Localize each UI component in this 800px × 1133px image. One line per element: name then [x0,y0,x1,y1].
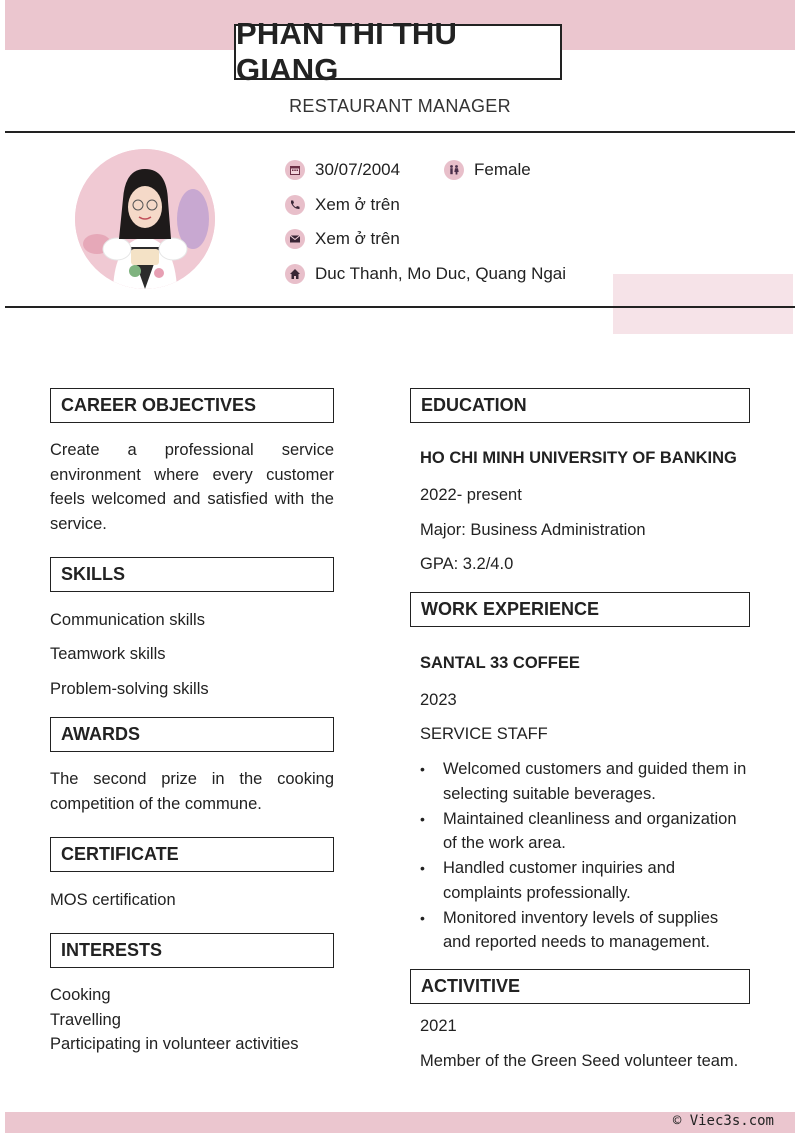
work-experience-heading: WORK EXPERIENCE [410,592,750,627]
activities-text: Member of the Green Seed volunteer team. [420,1052,739,1070]
gender-value: Female [474,160,531,179]
birthdate-row [285,160,400,180]
gender-row [444,160,531,180]
footer-copyright: © Viec3s.com [672,1113,774,1129]
certificate-heading: CERTIFICATE [50,837,334,872]
skills-heading: SKILLS [50,557,334,592]
header-divider [5,131,795,133]
interest-item: Participating in volunteer activities [50,1035,299,1053]
phone-value: Xem ở trên [315,195,400,214]
skill-item: Teamwork skills [50,645,166,663]
phone-row [285,195,400,215]
candidate-name: PHAN THI THU GIANG [234,24,562,80]
phone-icon [285,195,305,215]
work-position: SERVICE STAFF [420,725,548,743]
birthdate-value: 30/07/2004 [315,160,401,179]
home-icon [285,264,305,284]
skill-item: Problem-solving skills [50,680,209,698]
portrait-photo-icon [75,149,215,289]
decorative-pink-block [613,274,793,334]
interest-item: Travelling [50,1011,121,1029]
education-heading: EDUCATION [410,388,750,423]
interests-heading: INTERESTS [50,933,334,968]
education-period: 2022- present [420,486,522,504]
awards-heading: AWARDS [50,717,334,752]
email-row [285,229,400,249]
calendar-icon [285,160,305,180]
email-value: Xem ở trên [315,229,400,248]
list-item: • Handled customer inquiries and complaints professionally. [420,856,750,905]
address-value: Duc Thanh, Mo Duc, Quang Ngai [315,264,567,283]
activities-heading: ACTIVITIVE [410,969,750,1004]
mail-icon [285,229,305,249]
career-objectives-text: Create a professional service environment where every customer feels welcomed and satisfied with the service. [50,441,334,533]
profile-divider [5,306,795,308]
skill-item: Communication skills [50,611,205,629]
address-row [285,264,566,284]
list-item: • Maintained cleanliness and organization of the work area. [420,807,750,856]
education-gpa: GPA: 3.2/4.0 [420,555,514,573]
activities-year: 2021 [420,1017,457,1035]
job-title: RESTAURANT MANAGER [289,96,511,116]
avatar [75,149,215,289]
gender-icon [444,160,464,180]
list-item: • Welcomed customers and guided them in selecting suitable beverages. [420,757,750,806]
list-item: • Monitored inventory levels of supplies and reported needs to management. [420,906,750,955]
education-major: Major: Business Administration [420,521,646,539]
career-objectives-heading: CAREER OBJECTIVES [50,388,334,423]
certificate-text: MOS certification [50,891,176,909]
education-school: HO CHI MINH UNIVERSITY OF BANKING [420,449,737,467]
work-company: SANTAL 33 COFFEE [420,654,580,672]
interest-item: Cooking [50,986,111,1004]
awards-text: The second prize in the cooking competition of the commune. [50,770,334,813]
work-year: 2023 [420,691,457,709]
work-duties-list [420,757,750,955]
